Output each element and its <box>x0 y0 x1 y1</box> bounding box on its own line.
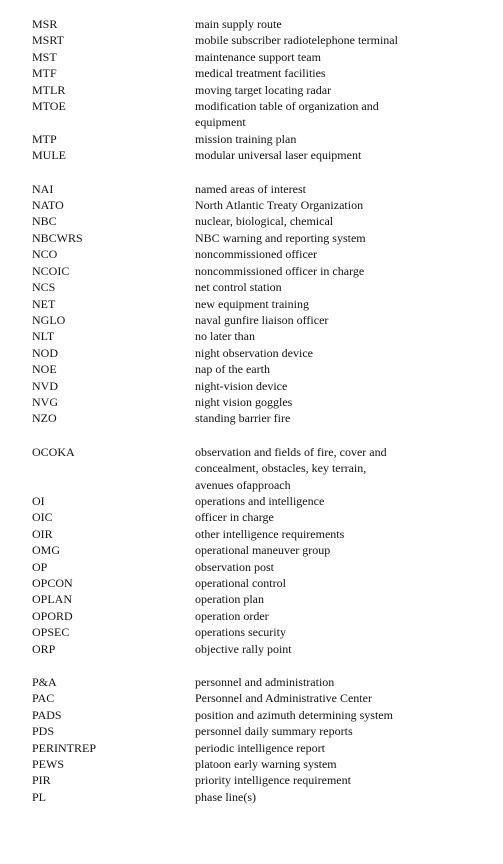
glossary-group <box>0 444 503 657</box>
glossary-entry <box>0 181 503 197</box>
acronym-definition: night vision goggles <box>195 394 293 409</box>
acronym-definition: operation order <box>195 608 269 623</box>
acronym-term: NOE <box>32 362 57 377</box>
acronym-term: PERINTREP <box>32 740 97 755</box>
acronym-term: NCO <box>32 247 58 262</box>
acronym-term: OPSEC <box>32 625 70 640</box>
glossary-entry <box>0 772 503 788</box>
glossary-entry <box>0 789 503 805</box>
glossary-entry <box>0 707 503 723</box>
acronym-definition: operation plan <box>195 592 264 607</box>
glossary-entry <box>0 312 503 328</box>
acronym-term: NVD <box>32 378 58 393</box>
acronym-definition: modular universal laser equipment <box>195 148 362 163</box>
glossary-entry <box>0 246 503 262</box>
acronym-term: OCOKA <box>32 444 75 459</box>
acronym-term: NVG <box>32 394 58 409</box>
acronym-term: OIC <box>32 510 53 525</box>
glossary-entry <box>0 575 503 591</box>
acronym-definition: objective rally point <box>195 641 292 656</box>
acronym-definition: operations and intelligence <box>195 493 325 508</box>
acronym-term: NCOIC <box>32 263 70 278</box>
glossary-entry <box>0 82 503 98</box>
glossary-entry <box>0 65 503 81</box>
acronym-definition: noncommissioned officer <box>195 247 318 262</box>
glossary-entry <box>0 296 503 312</box>
acronym-term: OP <box>32 559 48 574</box>
glossary-entry <box>0 98 503 131</box>
acronym-term: PIR <box>32 773 51 788</box>
glossary-entry <box>0 756 503 772</box>
acronym-term: MSRT <box>32 33 64 48</box>
acronym-term: PL <box>32 789 47 804</box>
glossary-entry <box>0 493 503 509</box>
acronym-definition: nuclear, biological, chemical <box>195 214 334 229</box>
glossary-entry <box>0 410 503 426</box>
acronym-term: MSR <box>32 17 58 31</box>
acronym-term: OIR <box>32 526 53 541</box>
acronym-term: ORP <box>32 641 56 656</box>
glossary-entry <box>0 542 503 558</box>
glossary-group <box>0 181 503 427</box>
glossary-entry <box>0 690 503 706</box>
acronym-term: MTLR <box>32 82 66 97</box>
acronym-definition: position and azimuth determining system <box>195 707 393 722</box>
acronym-term: OPLAN <box>32 592 73 607</box>
acronym-definition: mission training plan <box>195 131 297 146</box>
acronym-term: PADS <box>32 707 62 722</box>
acronym-term: NATO <box>32 198 64 213</box>
glossary-entry <box>0 279 503 295</box>
acronym-term: NAI <box>32 181 54 196</box>
glossary-entry <box>0 328 503 344</box>
acronym-term: NCS <box>32 280 56 295</box>
acronym-definition: named areas of interest <box>195 181 306 196</box>
acronym-definition: main supply route <box>195 17 282 31</box>
acronym-definition: modification table of organization and equipment <box>195 99 379 130</box>
acronym-definition: night observation device <box>195 345 313 360</box>
glossary-entry <box>0 740 503 756</box>
glossary-entry <box>0 197 503 213</box>
acronym-term: PAC <box>32 691 55 706</box>
acronym-definition: operational maneuver group <box>195 543 331 558</box>
acronym-term: MTOE <box>32 99 66 114</box>
glossary-entry <box>0 131 503 147</box>
glossary-entry <box>0 641 503 657</box>
glossary-entry <box>0 49 503 65</box>
glossary-entry <box>0 674 503 690</box>
glossary-entry <box>0 345 503 361</box>
acronym-term: MST <box>32 49 57 64</box>
acronym-term: NOD <box>32 345 58 360</box>
acronym-term: NZO <box>32 411 57 426</box>
acronym-definition: observation and fields of fire, cover and concealment, obstacles, key terrain, avenues ofapproach <box>195 444 387 492</box>
acronym-term: NBCWRS <box>32 230 83 245</box>
acronym-term: OPORD <box>32 608 73 623</box>
acronym-term: MTP <box>32 131 57 146</box>
acronym-definition: other intelligence requirements <box>195 526 345 541</box>
acronym-definition: officer in charge <box>195 510 274 525</box>
acronym-term: OMG <box>32 543 61 558</box>
glossary-entry <box>0 526 503 542</box>
glossary-entry <box>0 361 503 377</box>
acronym-definition: maintenance support team <box>195 49 321 64</box>
acronym-definition: noncommissioned officer in charge <box>195 263 365 278</box>
glossary-entry <box>0 608 503 624</box>
acronym-definition: personnel and administration <box>195 675 335 690</box>
acronym-term: NLT <box>32 329 55 344</box>
glossary-entry <box>0 509 503 525</box>
glossary-entry <box>0 213 503 229</box>
acronym-term: PDS <box>32 724 55 739</box>
glossary-entry <box>0 16 503 32</box>
glossary-entry <box>0 444 503 493</box>
acronym-definition: night-vision device <box>195 378 288 393</box>
glossary-entry <box>0 591 503 607</box>
acronym-term: PEWS <box>32 757 65 772</box>
acronym-term: NGLO <box>32 312 66 327</box>
acronym-term: MTF <box>32 66 57 81</box>
glossary-group <box>0 16 503 164</box>
acronym-definition: operational control <box>195 576 286 590</box>
acronym-definition: moving target locating radar <box>195 82 332 97</box>
glossary-entry <box>0 263 503 279</box>
acronym-definition: medical treatment facilities <box>195 66 326 81</box>
acronym-definition: Personnel and Administrative Center <box>195 691 372 706</box>
acronym-definition: standing barrier fire <box>195 411 291 426</box>
acronym-term: P&A <box>32 675 57 690</box>
acronym-definition: observation post <box>195 559 274 574</box>
acronym-term: OI <box>32 493 45 508</box>
acronym-definition: nap of the earth <box>195 362 270 377</box>
acronym-term: NBC <box>32 214 57 229</box>
glossary-entry <box>0 147 503 163</box>
acronym-term: MULE <box>32 148 66 163</box>
acronym-definition: phase line(s) <box>195 789 256 804</box>
glossary-entry <box>0 230 503 246</box>
acronym-term: NET <box>32 296 56 311</box>
acronym-definition: priority intelligence requirement <box>195 773 351 788</box>
acronym-glossary <box>0 16 503 805</box>
acronym-term: OPCON <box>32 576 73 590</box>
glossary-entry <box>0 624 503 640</box>
acronym-definition: personnel daily summary reports <box>195 724 353 739</box>
acronym-definition: North Atlantic Treaty Organization <box>195 198 364 213</box>
glossary-entry <box>0 32 503 48</box>
acronym-definition: no later than <box>195 329 255 344</box>
acronym-definition: naval gunfire liaison officer <box>195 312 329 327</box>
glossary-entry <box>0 559 503 575</box>
glossary-entry <box>0 378 503 394</box>
glossary-group <box>0 674 503 805</box>
acronym-definition: NBC warning and reporting system <box>195 230 366 245</box>
glossary-entry <box>0 723 503 739</box>
glossary-entry <box>0 394 503 410</box>
acronym-definition: new equipment training <box>195 296 309 311</box>
acronym-definition: periodic intelligence report <box>195 740 325 755</box>
acronym-definition: mobile subscriber radiotelephone terminal <box>195 33 398 48</box>
acronym-definition: platoon early warning system <box>195 757 337 772</box>
acronym-definition: net control station <box>195 280 282 295</box>
acronym-definition: operations security <box>195 625 286 640</box>
